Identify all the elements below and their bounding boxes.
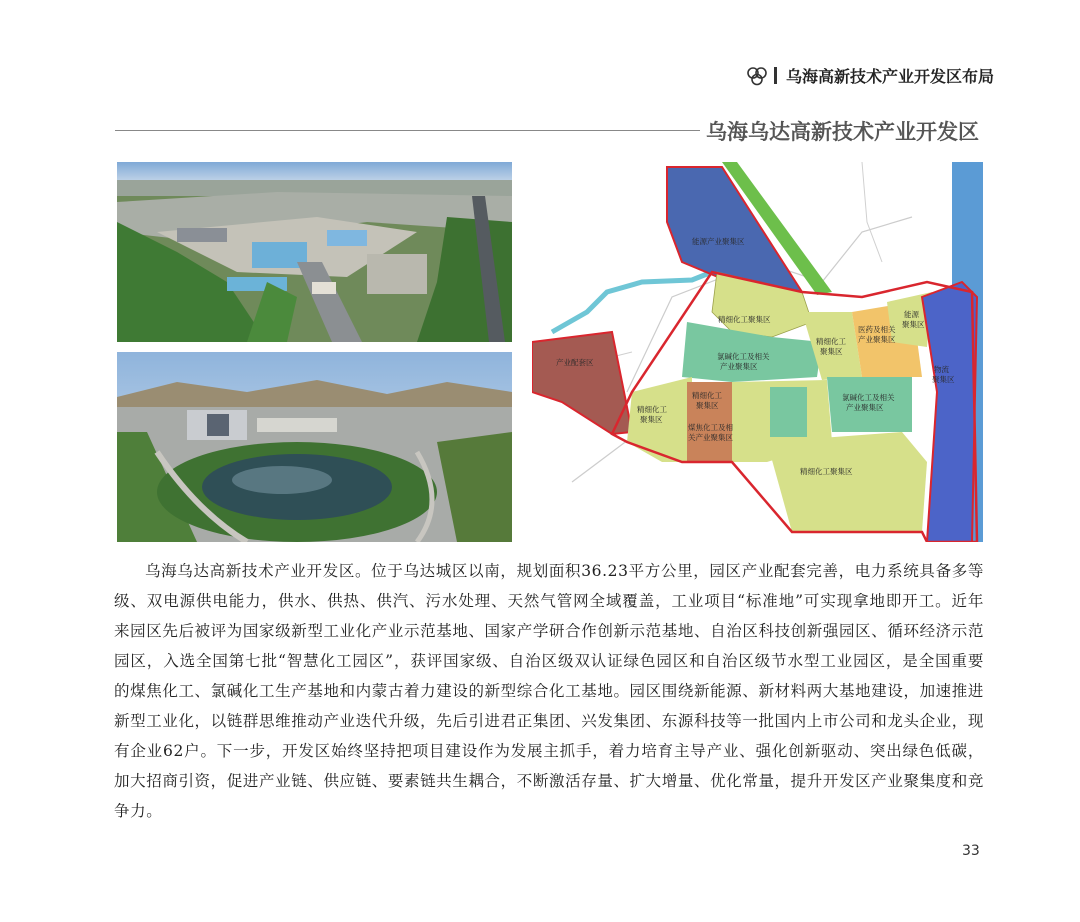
header-title: 乌海高新技术产业开发区布局 <box>786 67 995 86</box>
aerial-industrial-park-photo <box>117 162 512 342</box>
page-number: 33 <box>962 843 980 859</box>
map-label-fine-chem-5: 精细化工聚集区 <box>800 467 853 476</box>
fine-chem-zone-5 <box>767 432 927 532</box>
description-text <box>114 556 984 826</box>
map-label-chlor-alkali-1a: 氯碱化工及相关 <box>717 352 770 361</box>
map-label-chlor-alkali-1b: 产业聚集区 <box>720 362 758 371</box>
map-label-fine-chem-3b: 聚集区 <box>640 415 663 424</box>
map-label-fine-chem-4b: 聚集区 <box>696 401 719 410</box>
header-divider-bar <box>774 67 777 84</box>
map-label-medicine-a: 医药及相关 <box>858 325 896 334</box>
map-label-fine-chem-3a: 精细化工 <box>637 405 667 414</box>
map-label-medicine-b: 产业聚集区 <box>858 335 896 344</box>
map-label-energy-nw: 能源产业聚集区 <box>692 237 745 246</box>
map-label-logistics-a: 物流 <box>934 365 949 374</box>
map-label-fine-chem-4a: 精细化工 <box>692 391 722 400</box>
map-label-coal-coke-b: 关产业聚集区 <box>688 433 733 442</box>
map-label-coal-coke-a: 煤焦化工及相 <box>688 423 733 432</box>
chlor-alkali-block-1 <box>770 387 807 437</box>
map-label-supporting: 产业配套区 <box>556 358 594 367</box>
map-label-chlor-alkali-2b: 产业聚集区 <box>846 403 884 412</box>
map-label-logistics-b: 聚集区 <box>932 375 955 384</box>
section-title: 乌海乌达高新技术产业开发区 <box>706 120 979 144</box>
map-label-fine-chem-2b: 聚集区 <box>820 347 843 356</box>
park-zoning-map <box>532 162 983 542</box>
map-label-energy-b: 聚集区 <box>902 320 925 329</box>
trefoil-logo-icon <box>746 66 768 86</box>
map-label-chlor-alkali-2a: 氯碱化工及相关 <box>842 393 895 402</box>
map-label-fine-chem-2a: 精细化工 <box>816 337 846 346</box>
lake-park-photo <box>117 352 512 542</box>
description-paragraph: 乌海乌达高新技术产业开发区。位于乌达城区以南，规划面积36.23平方公里，园区产业配套完善，电力系统具备多等级、双电源供电能力，供水、供热、供汽、污水处理、天然气管网全域覆盖，工业项目“标准地”可实现拿地即开工。近年来园区先后被评为国家级新型工业化产业示范基地、国家产学研合作创新示范基地、自治区科技创新强园区、循环经济示范园区，入选全国第七批“智慧化工园区”，获评国家级、自治区级双认证绿色园区和自治区级节水型工业园区，是全国重要的煤焦化工、氯碱化工生产基地和内蒙古着力建设的新型综合化工基地。园区围绕新能源、新材料两大基地建设，加速推进新型工业化，以链群思维推动产业迭代升级，先后引进君正集团、兴发集团、东源科技等一批国内上市公司和龙头企业，现有企业62户。下一步，开发区始终坚持把项目建设作为发展主抓手，着力培育主导产业、强化创新驱动、突出绿色低碳，加大招商引资，促进产业链、供应链、要素链共生耦合，不断激活存量、扩大增量、优化常量，提升开发区产业聚集度和竞争力。 <box>114 562 984 820</box>
map-label-fine-chem-1: 精细化工聚集区 <box>718 315 771 324</box>
section-rule <box>115 130 700 131</box>
map-label-energy-a: 能源 <box>904 310 919 319</box>
